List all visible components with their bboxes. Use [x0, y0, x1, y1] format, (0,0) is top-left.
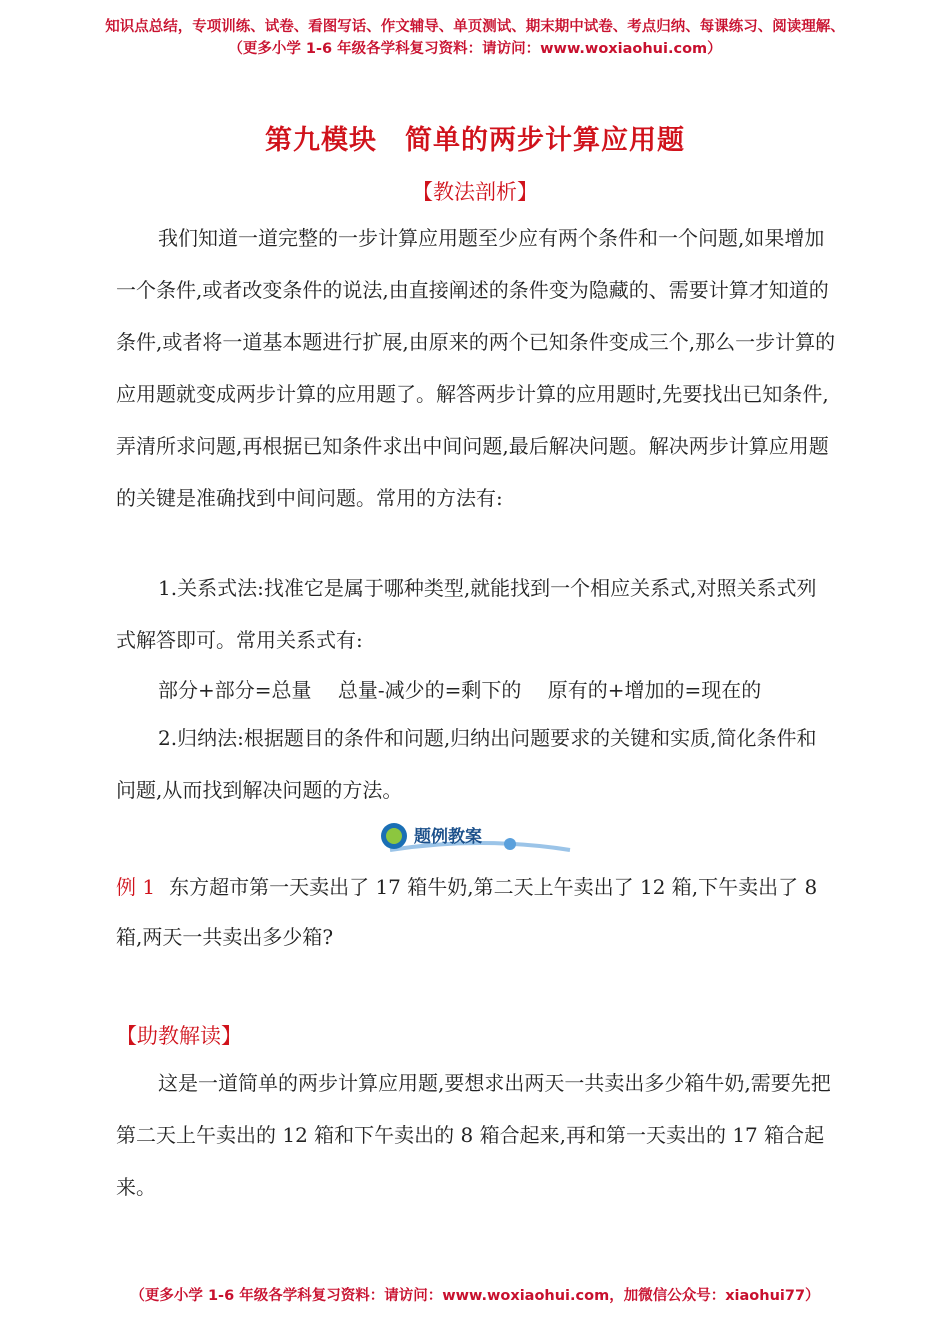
analysis-paragraph: 我们知道一道完整的一步计算应用题至少应有两个条件和一个问题,如果增加一个条件,或者改变条件的说法,由直接阐述的条件变为隐藏的、需要计算才知道的条件,或者将一道基本题进行扩展,由原来的两个已知条件变成三个,那么一步计算的应用题就变成两步计算的应用题了。解答两步计算的应用题时,先要找出已知条件,弄清所求问题,再根据已知条件求出中间问题,最后解决问题。解决两步计算应用题的关键是准确找到中间问题。常用的方法有: [116, 226, 836, 510]
formula-line: 部分+部分=总量 总量-减少的=剩下的 原有的+增加的=现在的 [158, 678, 762, 702]
section-label-analysis: 【教法剖析】 [412, 180, 538, 204]
banner-text: 题例教案 [414, 827, 482, 847]
top-banner [0, 16, 950, 60]
example-banner-icon [380, 818, 580, 860]
page-title: 第九模块 简单的两步计算应用题 [265, 125, 685, 156]
example-banner [380, 818, 580, 864]
example-1-label: 例 1 [116, 875, 156, 899]
interpretation-paragraph: 这是一道简单的两步计算应用题,要想求出两天一共卖出多少箱牛奶,需要先把第二天上午卖出的 12 箱和下午卖出的 8 箱合起来,再和第一天卖出的 17 箱合起来。 [116, 1071, 831, 1199]
method-2: 2.归纳法:根据题目的条件和问题,归纳出问题要求的关键和实质,简化条件和问题,从而找到解决问题的方法。 [116, 726, 817, 802]
footer: （更多小学 1-6 年级各学科复习资料：请访问：www.woxiaohui.com，加微信公众号：xiaohui77） [130, 1288, 820, 1304]
section-label-interpretation: 【助教解读】 [116, 1024, 242, 1048]
method-1: 1.关系式法:找准它是属于哪种类型,就能找到一个相应关系式,对照关系式列式解答即可。常用关系式有: [116, 576, 817, 652]
example-1-text: 东方超市第一天卖出了 17 箱牛奶,第二天上午卖出了 12 箱,下午卖出了 8 箱,两天一共卖出多少箱? [116, 875, 818, 949]
header-line-1: 知识点总结，专项训练、试卷、看图写话、作文辅导、单页测试、期末期中试卷、考点归纳、每课练习、阅读理解、 [105, 19, 845, 35]
example-1 [116, 862, 846, 962]
header-line-2: （更多小学 1-6 年级各学科复习资料：请访问：www.woxiaohui.com） [228, 41, 722, 57]
